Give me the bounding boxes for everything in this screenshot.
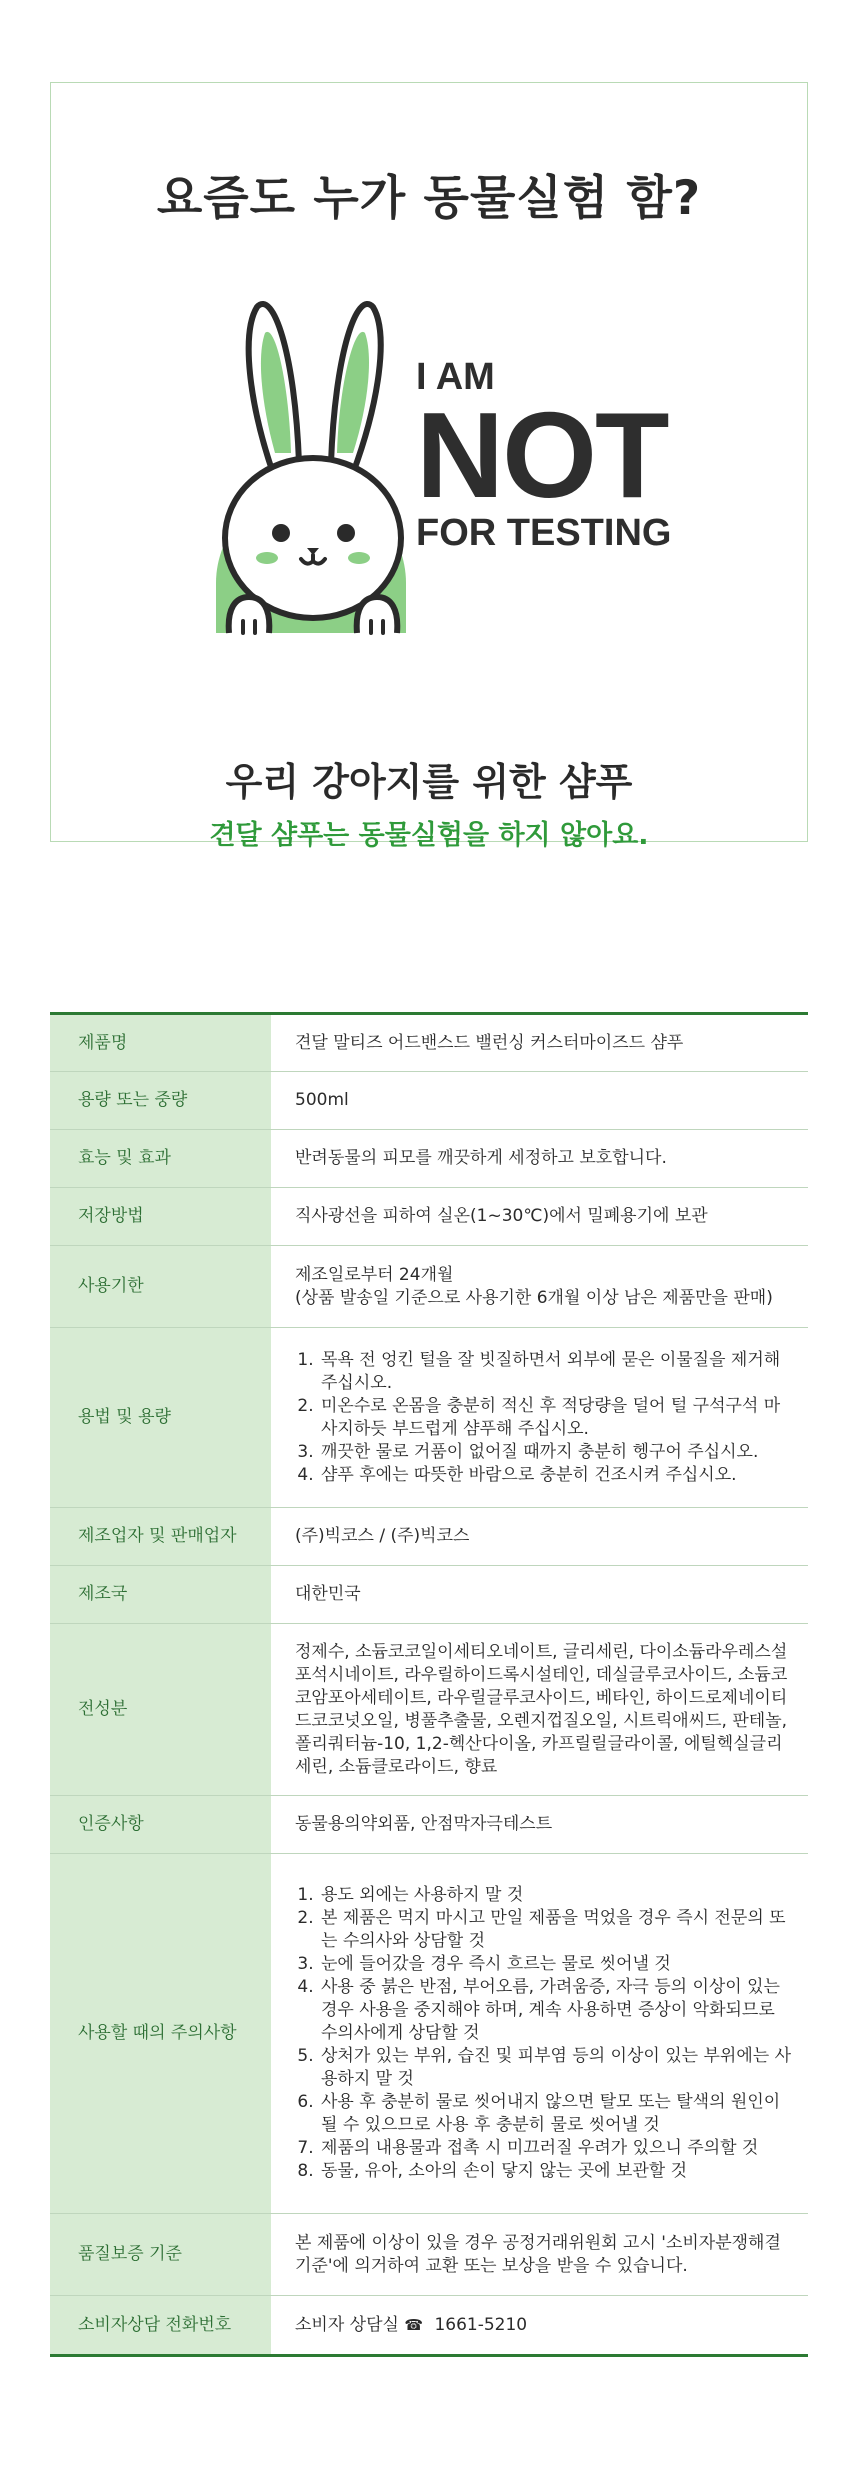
badge-line-3: FOR TESTING: [416, 512, 672, 554]
table-row: [50, 1188, 808, 1246]
usage-step: 4. 샴푸 후에는 따뜻한 바람으로 충분히 건조시켜 주십시오.: [319, 1464, 794, 1487]
usage-step: 1. 목욕 전 엉킨 털을 잘 빗질하면서 외부에 묻은 이물질을 제거해 주십시오.: [319, 1349, 794, 1395]
caution-item: 7. 제품의 내용물과 접촉 시 미끄러질 우려가 있으니 주의할 것: [319, 2137, 794, 2160]
label-ingredients: 전성분: [50, 1624, 271, 1796]
table-row: [50, 1854, 808, 2214]
table-row: [50, 1014, 808, 1072]
label-phone: 소비자상담 전화번호: [50, 2296, 271, 2356]
value-efficacy: 반려동물의 피모를 깨끗하게 세정하고 보호합니다.: [271, 1130, 808, 1188]
badge-line-2: NOT: [416, 387, 668, 523]
label-volume: 용량 또는 중량: [50, 1072, 271, 1130]
value-maker: (주)빅코스 / (주)빅코스: [271, 1508, 808, 1566]
expiry-line-2: (상품 발송일 기준으로 사용기한 6개월 이상 남은 제품만을 판매): [295, 1287, 773, 1308]
table-row: [50, 1072, 808, 1130]
caution-item: 3. 눈에 들어갔을 경우 즉시 흐르는 물로 씻어낼 것: [319, 1953, 794, 1976]
table-row: [50, 1566, 808, 1624]
value-phone: [271, 2296, 808, 2356]
table-row: [50, 1246, 808, 1328]
usage-step: 2. 미온수로 온몸을 충분히 적신 후 적당량을 덜어 털 구석구석 마사지하듯 부드럽게 샴푸해 주십시오.: [319, 1395, 794, 1441]
badge-line-1: I AM: [416, 356, 495, 398]
product-info-table: [50, 1012, 808, 2357]
table-row: [50, 1508, 808, 1566]
phone-prefix: 소비자 상담실: [295, 2314, 399, 2335]
rabbit-logo-icon: [191, 293, 431, 713]
value-certification: 동물용의약외품, 안점막자극테스트: [271, 1796, 808, 1854]
label-warranty: 품질보증 기준: [50, 2214, 271, 2296]
caution-item: 5. 상처가 있는 부위, 습진 및 피부염 등의 이상이 있는 부위에는 사용하지 말 것: [319, 2045, 794, 2091]
tagline: 견달 샴푸는 동물실험을 하지 않아요.: [209, 820, 649, 851]
subtitle: 우리 강아지를 위한 샴푸: [225, 760, 633, 804]
value-warranty: 본 제품에 이상이 있을 경우 공정거래위원회 고시 '소비자분쟁해결기준'에 의거하여 교환 또는 보상을 받을 수 있습니다.: [271, 2214, 808, 2296]
table-row: [50, 1624, 808, 1796]
value-ingredients: 정제수, 소듐코코일이세티오네이트, 글리세린, 다이소듐라우레스설포석시네이트, 라우릴하이드록시설테인, 데실글루코사이드, 소듐코코암포아세테이트, 라우릴글루코사이드, 베타인, 하이드로제네이티드코코넛오일, 병풀추출물, 오렌지껍질오일, 시트릭애씨드, 판테놀, 폴리쿼터늄-10, 1,2-헥산다이올, 카프릴릴글라이콜, 에틸헥실글리세린, 소듐클로라이드, 향료: [271, 1624, 808, 1796]
table-row: [50, 1796, 808, 1854]
value-expiry: [271, 1246, 808, 1328]
value-country: 대한민국: [271, 1566, 808, 1624]
label-maker: 제조업자 및 판매업자: [50, 1508, 271, 1566]
expiry-line-1: 제조일로부터 24개월: [295, 1264, 454, 1285]
caution-item: 8. 동물, 유아, 소아의 손이 닿지 않는 곳에 보관할 것: [319, 2160, 794, 2183]
caution-item: 1. 용도 외에는 사용하지 말 것: [319, 1884, 794, 1907]
label-country: 제조국: [50, 1566, 271, 1624]
value-product-name: 견달 말티즈 어드밴스드 밸런싱 커스터마이즈드 샴푸: [271, 1014, 808, 1072]
usage-step: 3. 깨끗한 물로 거품이 없어질 때까지 충분히 헹구어 주십시오.: [319, 1441, 794, 1464]
label-expiry: 사용기한: [50, 1246, 271, 1328]
label-storage: 저장방법: [50, 1188, 271, 1246]
telephone-icon: ☎: [404, 2315, 424, 2334]
value-volume: 500ml: [271, 1072, 808, 1130]
headline: 요즘도 누가 동물실험 함?: [156, 171, 702, 226]
phone-number[interactable]: 1661-5210: [434, 2314, 528, 2335]
label-product-name: 제품명: [50, 1014, 271, 1072]
table-row: [50, 1328, 808, 1508]
caution-item: 2. 본 제품은 먹지 마시고 만일 제품을 먹었을 경우 즉시 전문의 또는 수의사와 상담할 것: [319, 1907, 794, 1953]
caution-item: 4. 사용 중 붉은 반점, 부어오름, 가려움증, 자극 등의 이상이 있는 경우 사용을 중지해야 하며, 계속 사용하면 증상이 악화되므로 수의사에게 상담할 것: [319, 1976, 794, 2045]
not-for-testing-badge: [416, 355, 756, 555]
table-row: [50, 2214, 808, 2296]
label-efficacy: 효능 및 효과: [50, 1130, 271, 1188]
label-certification: 인증사항: [50, 1796, 271, 1854]
caution-item: 6. 사용 후 충분히 물로 씻어내지 않으면 탈모 또는 탈색의 원인이 될 수 있으므로 사용 후 충분히 물로 씻어낼 것: [319, 2091, 794, 2137]
value-caution: [271, 1854, 808, 2214]
value-storage: 직사광선을 피하여 실온(1~30℃)에서 밀폐용기에 보관: [271, 1188, 808, 1246]
label-usage: 용법 및 용량: [50, 1328, 271, 1508]
hero-card: [50, 82, 808, 851]
table-row: [50, 2296, 808, 2356]
value-usage: [271, 1328, 808, 1508]
label-caution: 사용할 때의 주의사항: [50, 1854, 271, 2214]
table-row: [50, 1130, 808, 1188]
